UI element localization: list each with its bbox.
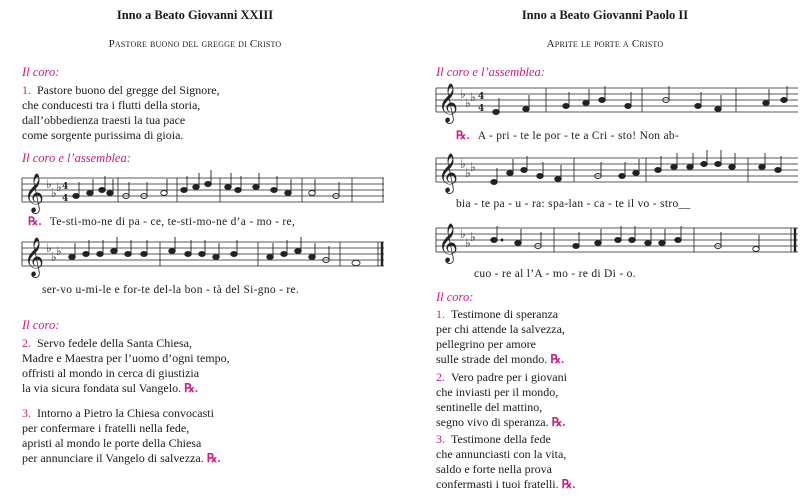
left-stanza-2-num: 2. (22, 336, 31, 350)
stanza-line: apristi al mondo le porte della Chiesa (22, 436, 202, 450)
lyrics-text: A - pri - te le por - te a Cri - sto! Non ab- (477, 130, 680, 142)
stanza-line: Testimone della fede (451, 432, 551, 446)
treble-clef-icon: 𝄞 (438, 83, 459, 123)
svg-text:♭: ♭ (465, 96, 471, 110)
stanza-line: per chi attende la salvezza, (436, 322, 565, 336)
stanza-line: che annunciasti con la vita, (436, 447, 567, 461)
left-label-coro: Il coro: (22, 65, 60, 79)
svg-text:♭: ♭ (51, 250, 57, 264)
left-lyrics-line-2: ser-vo u-mi-le e for-te del-la bon - tà del Si-gno - re. (42, 284, 300, 296)
left-hymn (0, 0, 390, 500)
stanza-line: che conducesti tra i flutti della storia, (22, 98, 201, 112)
left-stanza-3 (22, 406, 220, 466)
stanza-line: per annunciare il Vangelo di salvezza. (22, 451, 204, 465)
stanza-line: confermasti i tuoi fratelli. (436, 477, 559, 491)
response-symbol: ℞. (184, 381, 198, 395)
svg-text:♭: ♭ (460, 227, 466, 241)
left-stanza-1-num: 1. (22, 83, 31, 97)
left-stanza-2 (22, 336, 230, 396)
svg-text:4: 4 (478, 104, 485, 114)
right-stanza-1-num: 1. (436, 307, 445, 321)
left-subtitle: Pastore buono del gregge di Cristo (108, 38, 282, 50)
svg-text:♭: ♭ (56, 244, 62, 258)
left-staff-1 (22, 172, 384, 216)
stanza-line: segno vivo di speranza. (436, 415, 549, 429)
response-symbol: ℞. (456, 130, 470, 142)
right-hymn (410, 0, 800, 500)
svg-text:♭: ♭ (465, 236, 471, 250)
stanza-line: Intorno a Pietro la Chiesa convocasti (37, 406, 214, 420)
svg-text:4: 4 (62, 182, 69, 192)
stanza-line: la via sicura fondata sul Vangelo. (22, 381, 182, 395)
svg-text:♭: ♭ (46, 177, 52, 191)
lyrics-text: Te-sti-mo-ne di pa - ce, te-sti-mo-ne d’a - mo - re, (49, 216, 296, 228)
right-lyrics-line-1 (456, 128, 679, 142)
svg-text:♭: ♭ (46, 241, 52, 255)
svg-text:4: 4 (478, 92, 485, 102)
left-stanza-3-num: 3. (22, 406, 31, 420)
svg-text:♭: ♭ (470, 160, 476, 174)
right-label-coro: Il coro: (436, 290, 474, 304)
stanza-line: dall’obbedienza traesti la tua pace (22, 113, 186, 127)
svg-text:♭: ♭ (465, 166, 471, 180)
svg-text:♭: ♭ (56, 180, 62, 194)
right-label-coro-assemblea: Il coro e l’assemblea: (436, 65, 545, 79)
left-label-coro-assemblea: Il coro e l’assemblea: (22, 151, 131, 165)
left-title: Inno a Beato Giovanni XXIII (116, 8, 274, 22)
left-label-coro-2: Il coro: (22, 318, 60, 332)
right-stanza-3 (436, 432, 575, 492)
response-symbol: ℞. (28, 216, 42, 228)
treble-clef-icon: 𝄞 (24, 173, 45, 213)
right-title: Inno a Beato Giovanni Paolo II (521, 8, 689, 22)
response-symbol: ℞. (561, 477, 576, 491)
stanza-line: per confermare i fratelli nella fede, (22, 421, 190, 435)
svg-text:4: 4 (62, 194, 69, 204)
right-stanza-1 (436, 307, 565, 367)
stanza-line: Servo fedele della Santa Chiesa, (37, 336, 192, 350)
svg-text:♭: ♭ (460, 87, 466, 101)
treble-clef-icon: 𝄞 (438, 223, 459, 263)
svg-text:♭: ♭ (470, 90, 476, 104)
stanza-line: Testimone di speranza (451, 307, 559, 321)
right-stanza-2-num: 2. (436, 370, 445, 384)
response-symbol: ℞. (551, 415, 566, 429)
stanza-line: offristi al mondo in cerca di giustizia (22, 366, 200, 380)
stanza-line: come sorgente purissima di gioia. (22, 128, 184, 142)
stanza-line: Vero padre per i giovani (451, 370, 567, 384)
svg-text:♭: ♭ (460, 157, 466, 171)
left-lyrics-line-1 (28, 214, 295, 228)
stanza-line: sulle strade del mondo. (436, 352, 548, 366)
stanza-line: Madre e Maestra per l’uomo d’ogni tempo, (22, 351, 230, 365)
response-symbol: ℞. (206, 451, 221, 465)
stanza-line: saldo e forte nella prova (436, 462, 552, 476)
treble-clef-icon: 𝄞 (438, 153, 459, 193)
right-stanza-2 (436, 370, 567, 430)
right-staff-1 (436, 82, 798, 126)
stanza-line: pellegrino per amore (436, 337, 536, 351)
right-lyrics-line-2: bia - te pa - u - ra: spa-lan - ca - te il vo - stro__ (456, 198, 691, 210)
right-staff-3 (436, 222, 798, 266)
stanza-line: che inviasti per il mondo, (436, 385, 559, 399)
right-stanza-3-num: 3. (436, 432, 445, 446)
stanza-line: Pastore buono del gregge del Signore, (37, 83, 220, 97)
treble-clef-icon: 𝄞 (24, 237, 45, 277)
svg-text:♭: ♭ (51, 186, 57, 200)
left-stanza-1 (22, 83, 220, 143)
left-staff-2 (22, 236, 384, 280)
right-lyrics-line-3: cuo - re al l’A - mo - re di Di - o. (474, 268, 636, 280)
svg-text:♭: ♭ (470, 230, 476, 244)
stanza-line: sentinelle del mattino, (436, 400, 543, 414)
right-subtitle: Aprite le porte a Cristo (546, 38, 664, 50)
response-symbol: ℞. (550, 352, 565, 366)
right-staff-2 (436, 152, 798, 196)
